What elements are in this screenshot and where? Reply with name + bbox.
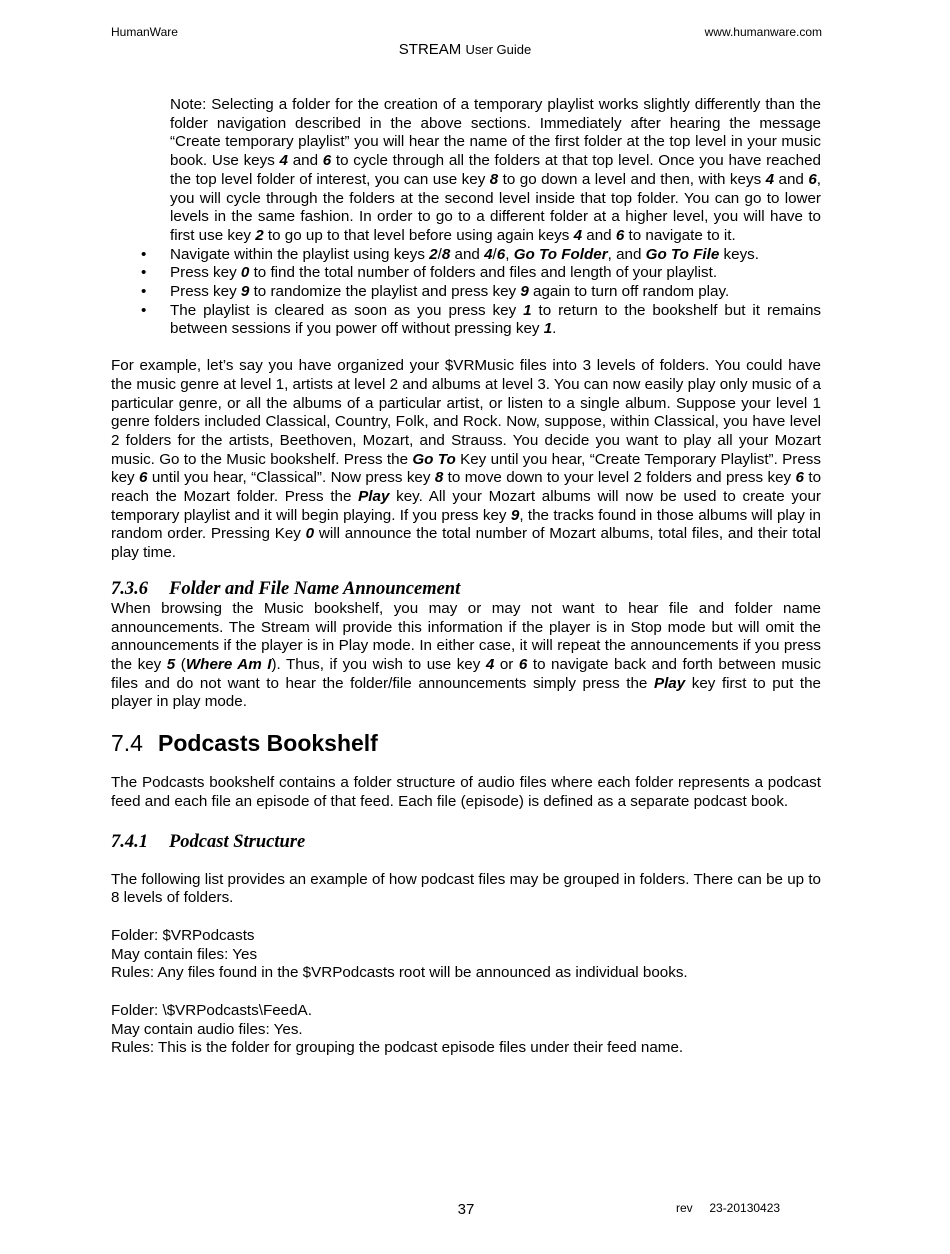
- files-line: May contain audio files: Yes.: [111, 1020, 303, 1038]
- section-number: 7.3.6: [111, 578, 148, 599]
- list-item: • Press key 9 to randomize the playlist and press key 9 again to turn off random play.: [141, 283, 730, 301]
- section-title: Podcasts Bookshelf: [158, 730, 378, 757]
- bullet-icon: •: [141, 301, 147, 319]
- list-item: • Press key 0 to find the total number of folders and files and length of your playlist.: [141, 264, 718, 282]
- page-number: 37: [457, 1201, 475, 1218]
- section-heading-7-4: [111, 730, 821, 757]
- folder-block-2: [111, 1002, 821, 1058]
- bullet-icon: •: [141, 283, 147, 301]
- bullet-icon: •: [141, 245, 147, 263]
- rules-line: Rules: Any files found in the $VRPodcasts root will be announced as individual books.: [111, 964, 688, 982]
- section-number: 7.4: [111, 730, 143, 757]
- rules-line: Rules: This is the folder for grouping the podcast episode files under their feed name.: [111, 1039, 684, 1057]
- header-right: www.humanware.com: [704, 25, 822, 39]
- podcasts-paragraph: The Podcasts bookshelf contains a folder structure of audio files where each folder represents a podcast feed and each file an episode of that feed. Each file (episode) is defined as a separate podcast book.: [111, 774, 821, 810]
- section-title: Folder and File Name Announcement: [169, 578, 461, 599]
- section-title: Podcast Structure: [169, 831, 306, 852]
- folder-block-1: [111, 927, 821, 983]
- folder-line: Folder: \$VRPodcasts\FeedA.: [111, 1002, 312, 1020]
- list-item: • Navigate within the playlist using keys 2/8 and 4/6, Go To Folder, and Go To File keys.: [141, 245, 759, 263]
- bullet-icon: •: [141, 264, 147, 282]
- section-heading-7-4-1: [111, 832, 821, 853]
- files-line: May contain files: Yes: [111, 945, 258, 963]
- announcement-paragraph: When browsing the Music bookshelf, you may or may not want to hear file and folder name announcements. The Stream will provide this information if the player is in Stop mode but will omit the announcements if the player is in Play mode. In either case, it will repeat the announcements if you press the key 5 (Where Am I). Thus, if you wish to use key 4 or 6 to navigate back and forth between music files and do not want to hear the folder/file announcements simply press the Play key first to put the player in play mode.: [111, 599, 821, 711]
- header-title-sub: User Guide: [465, 42, 532, 57]
- structure-intro-paragraph: The following list provides an example of how podcast files may be grouped in folders. There can be up to 8 levels of folders.: [111, 870, 821, 907]
- header-title-main: STREAM: [398, 41, 462, 58]
- section-number: 7.4.1: [111, 831, 148, 852]
- page-content: [111, 96, 821, 1058]
- example-paragraph: For example, let’s say you have organized your $VRMusic files into 3 levels of folders. You could have the music genre at level 1, artists at level 2 and albums at level 3. You can now easily play only music of a particular genre, or all the albums of a particular artist, or listen to a single album. Suppose your level 1 genre folders included Classical, Country, Folk, and Rock. Now, suppose, within Classical, you have level 2 folders for the artists, Beethoven, Mozart, and Strauss. You decide you want to play all your Mozart music. Go to the Music bookshelf. Press the Go To Key until you hear, “Create Temporary Playlist”. Press key 6 until you hear, “Classical”. Now press key 8 to move down to your level 2 folders and press key 6 to reach the Mozart folder. Press the Play key. All your Mozart albums will now be used to create your temporary playlist and it will begin playing. If you press key 9, the tracks found in those albums will play in random order. Pressing Key 0 will announce the total number of Mozart albums, total files, and their total play time.: [111, 357, 822, 562]
- header-title: [0, 41, 930, 58]
- folder-line: Folder: $VRPodcasts: [111, 926, 255, 944]
- note-paragraph: Note: Selecting a folder for the creation of a temporary playlist works slightly differently than the folder navigation described in the above sections. Immediately after hearing the message “Create temporary playlist” you will hear the name of the first folder at the top level in your music book. Use keys 4 and 6 to cycle through all the folders at that top level. Once you have reached the top level folder of interest, you can use key 8 to go down a level and then, with keys 4 and 6, you will cycle through the folders at the second level inside that top folder. You can go to lower levels in the same fashion. In order to go to a different folder at a higher level, you will have to first use key 2 to go up to that level before using again keys 4 and 6 to navigate to it.: [170, 96, 822, 244]
- section-heading-7-3-6: [111, 579, 821, 600]
- bullet-list: [111, 246, 821, 340]
- header-left: HumanWare: [111, 25, 178, 39]
- revision-label: rev 23-20130423: [676, 1201, 781, 1215]
- list-item: • The playlist is cleared as soon as you press key 1 to return to the bookshelf but it remains between sessions if you power off without pressing key 1.: [141, 301, 821, 338]
